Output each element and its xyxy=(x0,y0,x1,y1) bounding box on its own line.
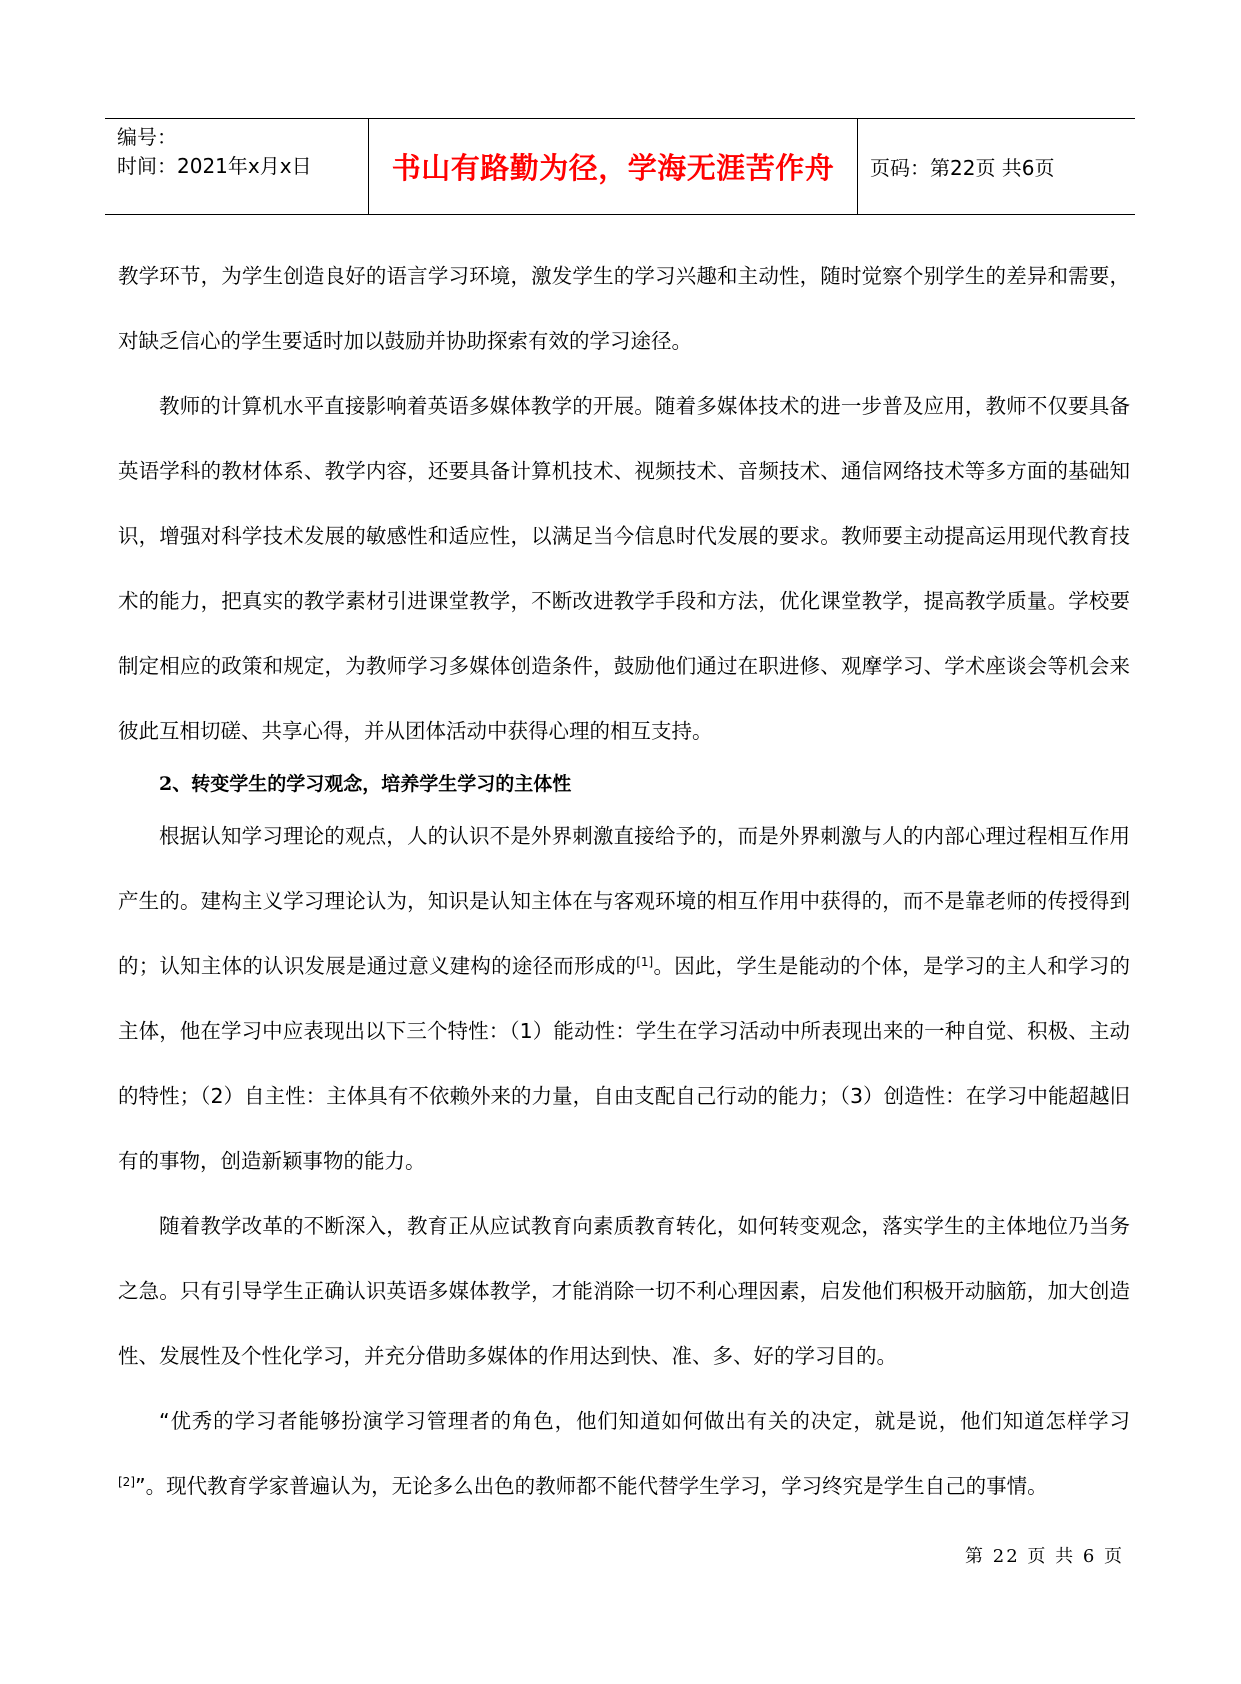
header-page-code: 页码：第22页 共6页 xyxy=(870,156,1055,180)
paragraph-2: 教师的计算机水平直接影响着英语多媒体教学的开展。随着多媒体技术的进一步普及应用，教师不仅要具备英语学科的教材体系、教学内容，还要具备计算机技术、视频技术、音频技术、通信网络技术等多方面的基础知识，增强对科学技术发展的敏感性和适应性，以满足当今信息时代发展的要求。教师要主动提高运用现代教育技术的能力，把真实的教学素材引进课堂教学，不断改进教学手段和方法，优化课堂教学，提高教学质量。学校要制定相应的政策和规定，为教师学习多媒体创造条件，鼓励他们通过在职进修、观摩学习、学术座谈会等机会来彼此互相切磋、共享心得，并从团体活动中获得心理的相互支持。 xyxy=(118,394,1130,743)
citation-ref-1: [1] xyxy=(636,955,654,969)
paragraph-5 xyxy=(118,1389,1130,1519)
paragraph-3-text-b: 。因此，学生是能动的个体，是学习的主人和学习的主体，他在学习中应表现出以下三个特性：（1）能动性：学生在学习活动中所表现出来的一种自觉、积极、主动的特性；（2）自主性：主体具有不依赖外来的力量，自由支配自己行动的能力；（3）创造性：在学习中能超越旧有的事物，创造新颖事物的能力。 xyxy=(118,954,1131,1173)
header-motto: 书山有路勤为径，学海无涯苦作舟 xyxy=(391,151,835,185)
header-info-cell xyxy=(105,119,368,214)
document-number-label: 编号： xyxy=(117,125,177,149)
header-motto-cell xyxy=(368,119,858,214)
paragraph-5-text-b: ”。现代教育学家普遍认为，无论多么出色的教师都不能代替学生学习，学习终究是学生自己的事情。 xyxy=(135,1474,1048,1498)
document-time-label: 时间：2021年x月x日 xyxy=(117,154,312,178)
header-page-cell xyxy=(858,119,1135,214)
paragraph-3-text-a: 根据认知学习理论的观点，人的认识不是外界刺激直接给予的，而是外界刺激与人的内部心理过程相互作用产生的。建构主义学习理论认为，知识是认知主体在与客观环境的相互作用中获得的，而不是靠老师的传授得到的；认知主体的认识发展是通过意义建构的途径而形成的 xyxy=(118,824,1130,978)
document-body xyxy=(118,244,1130,1519)
document-header xyxy=(105,118,1135,215)
section-heading: 2、转变学生的学习观念，培养学生学习的主体性 xyxy=(159,773,572,795)
paragraph-5-text-a: “优秀的学习者能够扮演学习管理者的角色，他们知道如何做出有关的决定，就是说，他们知道怎样学习 xyxy=(159,1409,1130,1433)
paragraph-1: 教学环节，为学生创造良好的语言学习环境，激发学生的学习兴趣和主动性，随时觉察个别学生的差异和需要，对缺乏信心的学生要适时加以鼓励并协助探索有效的学习途径。 xyxy=(118,264,1130,353)
footer-page-number: 第 22 页 共 6 页 xyxy=(965,1546,1124,1567)
citation-ref-2: [2] xyxy=(118,1475,135,1489)
paragraph-4: 随着教学改革的不断深入，教育正从应试教育向素质教育转化，如何转变观念，落实学生的主体地位乃当务之急。只有引导学生正确认识英语多媒体教学，才能消除一切不利心理因素，启发他们积极开动脑筋，加大创造性、发展性及个性化学习，并充分借助多媒体的作用达到快、准、多、好的学习目的。 xyxy=(118,1214,1130,1368)
paragraph-3 xyxy=(118,804,1130,1194)
